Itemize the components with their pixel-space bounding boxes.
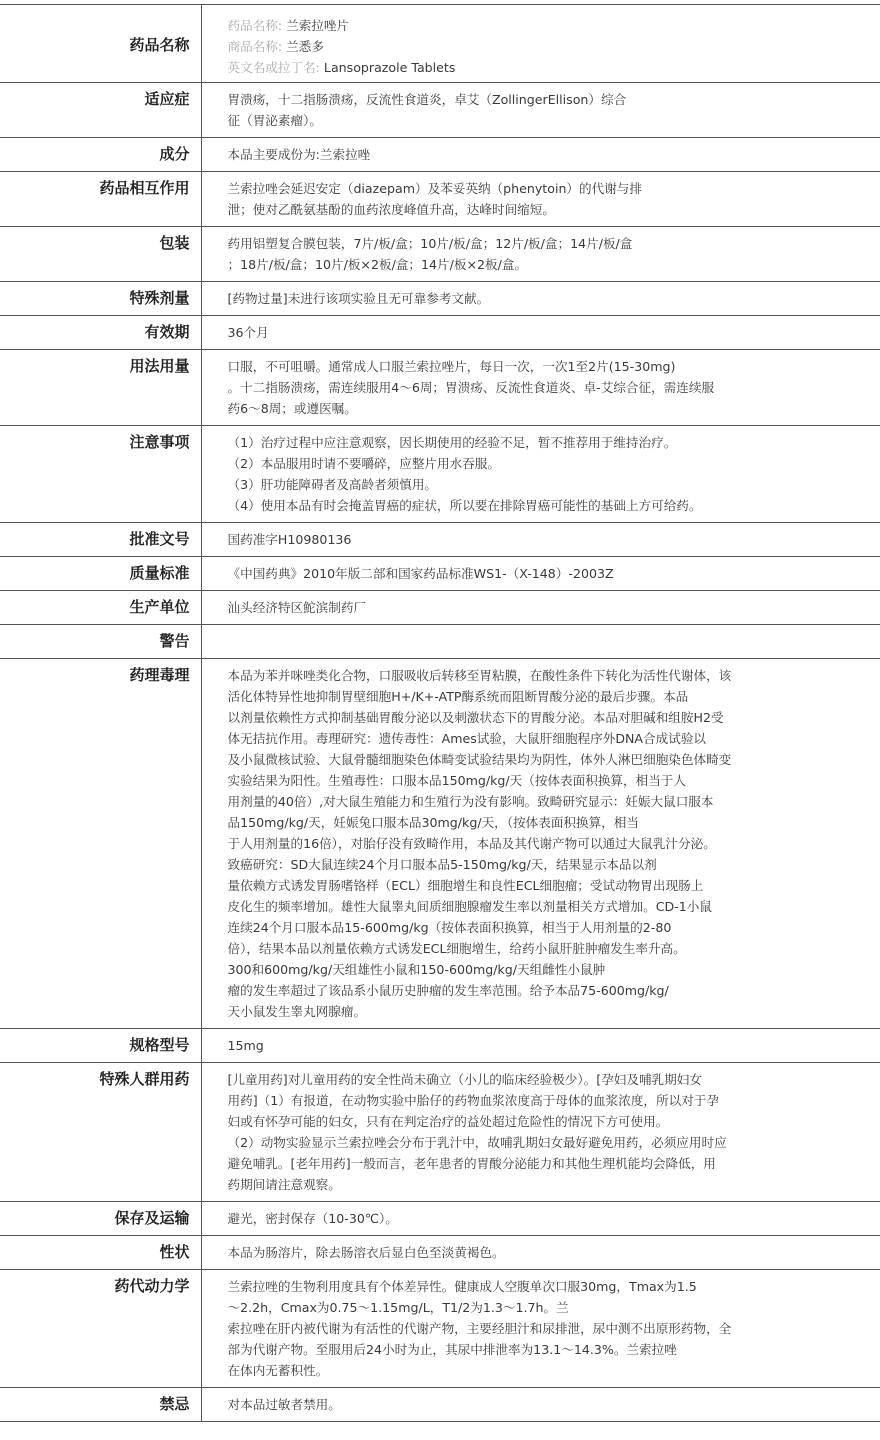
table-row [0, 172, 880, 227]
row-value-line: 300和600mg/kg/天组雄性小鼠和150-600mg/kg/天组雌性小鼠肿 [227, 962, 606, 977]
row-label [0, 227, 201, 282]
row-value [201, 316, 880, 350]
row-label-text: 药代动力学 [114, 1277, 190, 1295]
row-label [0, 316, 201, 350]
row-value-line: 泄；使对乙酰氨基酚的血药浓度峰值升高，达峰时间缩短。 [227, 202, 555, 217]
row-value-line: 妇或有怀孕可能的妇女，只有在判定治疗的益处超过危险性的情况下方可使用。 [227, 1114, 669, 1129]
row-label [0, 426, 201, 523]
table-row [0, 523, 880, 557]
row-label-text: 特殊剂量 [129, 289, 190, 307]
row-value-line: 致癌研究：SD大鼠连续24个月口服本品5-150mg/kg/天，结果显示本品以剂 [227, 857, 657, 872]
table-row [0, 316, 880, 350]
row-value-line: 及小鼠微核试验、大鼠骨髓细胞染色体畸变试验结果均为阴性，体外人淋巴细胞染色体畸变 [227, 752, 732, 767]
row-value-line: 用剂量的40倍）,对大鼠生殖能力和生殖行为没有影响。致畸研究显示：妊娠大鼠口服本 [227, 794, 714, 809]
english-name-label: 英文名或拉丁名: [227, 60, 320, 75]
row-label-text: 性状 [159, 1243, 190, 1261]
row-drug-names [0, 5, 880, 83]
row-label [0, 282, 201, 316]
row-value-line: 于人用剂量的16倍），对胎仔没有致畸作用，本品及其代谢产物可以通过大鼠乳汁分泌。 [227, 836, 716, 851]
row-value [201, 282, 880, 316]
row-value-line: 实验结果为阳性。生殖毒性：口服本品150mg/kg/天（按体表面积换算，相当于人 [227, 773, 686, 788]
row-value-line: 量依赖方式诱发胃肠嗜铬样（ECL）细胞增生和良性ECL细胞瘤；受试动物胃出现肠上 [227, 878, 704, 893]
row-label [0, 350, 201, 426]
row-value-line: （3）肝功能障碍者及高龄者须慎用。 [227, 477, 438, 492]
row-value [201, 591, 880, 625]
row-value-line: 部为代谢产物。至服用后24小时为止，其尿中排泄率为13.1～14.3%。兰索拉唑 [227, 1342, 677, 1357]
table-row [0, 426, 880, 523]
row-value-line: 本品为肠溶片，除去肠溶衣后显白色至淡黄褐色。 [227, 1245, 505, 1260]
row-label-text: 适应症 [144, 90, 190, 108]
table-row [0, 659, 880, 1029]
row-value [201, 523, 880, 557]
row-value [201, 227, 880, 282]
row-value [201, 5, 880, 83]
row-value-line: [儿童用药]对儿童用药的安全性尚未确立（小儿的临床经验极少）。[孕妇及哺乳期妇女 [227, 1072, 702, 1087]
row-value [201, 1029, 880, 1063]
table-row [0, 1202, 880, 1236]
table-row [0, 557, 880, 591]
trade-name-label: 商品名称: [227, 39, 283, 54]
row-value-line: 兰索拉唑的生物利用度具有个体差异性。健康成人空腹单次口服30mg，Tmax为1.5 [227, 1279, 697, 1294]
row-label [0, 625, 201, 659]
row-value-line: ～2.2h，Cmax为0.75～1.15mg/L，T1/2为1.3～1.7h。兰 [227, 1300, 569, 1315]
row-value [201, 83, 880, 138]
row-value-line: （1）治疗过程中应注意观察，因长期使用的经验不足，暂不推荐用于维持治疗。 [227, 435, 677, 450]
table-row [0, 1388, 880, 1422]
row-value-line: 对本品过敏者禁用。 [227, 1397, 341, 1412]
row-value-line: 在体内无蓄积性。 [227, 1363, 329, 1378]
row-label [0, 1236, 201, 1270]
row-label [0, 591, 201, 625]
row-value-line: 本品为苯并咪唑类化合物，口服吸收后转移至胃粘膜，在酸性条件下转化为活性代谢体，该 [227, 668, 732, 683]
table-row [0, 83, 880, 138]
row-value-line: 国药准字H10980136 [227, 532, 352, 547]
row-value-line: （2）动物实验显示兰索拉唑会分布于乳汁中，故哺乳期妇女最好避免用药，必须应用时应 [227, 1135, 727, 1150]
row-value [201, 625, 880, 659]
row-value [201, 1388, 880, 1422]
row-value-line: 汕头经济特区鮀滨制药厂 [227, 600, 367, 615]
row-value-line: 兰索拉唑会延迟安定（diazepam）及苯妥英纳（phenytoin）的代谢与排 [227, 181, 642, 196]
row-value-line: 药6～8周；或遵医嘱。 [227, 401, 357, 416]
row-label-text: 批准文号 [129, 530, 190, 548]
row-label [0, 5, 201, 83]
row-value-line: 本品主要成份为:兰索拉唑 [227, 147, 371, 162]
row-label-text: 用法用量 [129, 357, 190, 375]
row-value-line: 口服，不可咀嚼。通常成人口服兰索拉唑片，每日一次，一次1至2片(15-30mg) [227, 359, 676, 374]
row-label-text: 药理毒理 [129, 666, 190, 684]
generic-name: 兰索拉唑片 [286, 18, 350, 33]
row-value-line: 征（胃泌素瘤）。 [227, 113, 322, 128]
row-value [201, 426, 880, 523]
row-value-line: 体无拮抗作用。毒理研究：遗传毒性：Ames试验，大鼠肝细胞程序外DNA合成试验以 [227, 731, 707, 746]
row-label [0, 1388, 201, 1422]
row-label [0, 138, 201, 172]
row-label-text: 生产单位 [129, 598, 190, 616]
row-label-text: 质量标准 [129, 564, 190, 582]
row-label [0, 83, 201, 138]
row-value-line: 避光，密封保存（10-30℃）。 [227, 1211, 398, 1226]
table-row [0, 282, 880, 316]
row-label [0, 1202, 201, 1236]
row-value-line: 以剂量依赖性方式抑制基础胃酸分泌以及刺激状态下的胃酸分泌。本品对胆碱和组胺H2受 [227, 710, 724, 725]
table-row [0, 1029, 880, 1063]
row-label-text: 警告 [159, 632, 190, 650]
row-value [201, 172, 880, 227]
row-label [0, 1029, 201, 1063]
row-label [0, 523, 201, 557]
row-value-line: 。十二指肠溃疡，需连续服用4～6周；胃溃疡、反流性食道炎、卓-艾综合征，需连续服 [227, 380, 715, 395]
row-value [201, 659, 880, 1029]
row-value-line: 活化体特异性地抑制胃壁细胞H+/K+-ATP酶系统而阻断胃酸分泌的最后步骤。本品 [227, 689, 689, 704]
table-row [0, 1236, 880, 1270]
row-value-line: 药用铝塑复合膜包装，7片/板/盒；10片/板/盒；12片/板/盒；14片/板/盒 [227, 236, 633, 251]
row-label [0, 659, 201, 1029]
row-value [201, 557, 880, 591]
row-label-text: 保存及运输 [114, 1209, 190, 1227]
row-label-text: 特殊人群用药 [99, 1070, 190, 1088]
drug-spec-table [0, 4, 880, 1422]
row-value [201, 1063, 880, 1202]
table-row [0, 138, 880, 172]
row-value [201, 138, 880, 172]
drug-names-label: 药品名称 [129, 36, 190, 54]
row-value-line: 倍），结果本品以剂量依赖方式诱发ECL细胞增生，给药小鼠肝脏肿瘤发生率升高。 [227, 941, 686, 956]
row-value-line: 《中国药典》2010年版二部和国家药品标准WS1-（X-148）-2003Z [227, 566, 614, 581]
row-value-line: 用药]（1）有报道，在动物实验中胎仔的药物血浆浓度高于母体的血浆浓度，所以对于孕 [227, 1093, 719, 1108]
row-value-line: 连续24个月口服本品15-600mg/kg（按体表面积换算，相当于人用剂量的2-80 [227, 920, 672, 935]
row-value-line: 15mg [227, 1038, 264, 1053]
row-label-text: 成分 [159, 145, 190, 163]
row-value-line: 品150mg/kg/天，妊娠兔口服本品30mg/kg/天，（按体表面积换算，相当 [227, 815, 639, 830]
row-value-line: ；18片/板/盒；10片/板×2板/盒；14片/板×2板/盒。 [227, 257, 528, 272]
row-label-text: 药品相互作用 [99, 179, 190, 197]
row-label-text: 注意事项 [129, 433, 190, 451]
row-label [0, 1270, 201, 1388]
row-value [201, 1236, 880, 1270]
row-label-text: 包装 [159, 234, 190, 252]
row-label [0, 557, 201, 591]
row-value-line: 胃溃疡，十二指肠溃疡，反流性食道炎，卓艾（ZollingerEllison）综合 [227, 92, 627, 107]
table-row [0, 1270, 880, 1388]
row-value-line: 瘤的发生率超过了该品系小鼠历史肿瘤的发生率范围。给予本品75-600mg/kg/ [227, 983, 669, 998]
row-value-line: [药物过量]未进行该项实验且无可靠参考文献。 [227, 291, 490, 306]
row-value-line: 36个月 [227, 325, 269, 340]
row-value-line: （2）本品服用时请不要嚼碎，应整片用水吞服。 [227, 456, 500, 471]
row-value-line: 索拉唑在肝内被代谢为有活性的代谢产物，主要经胆汁和尿排泄，尿中测不出原形药物，全 [227, 1321, 732, 1336]
table-row [0, 350, 880, 426]
table-row [0, 1063, 880, 1202]
row-label [0, 1063, 201, 1202]
table-row [0, 591, 880, 625]
row-value [201, 1270, 880, 1388]
row-value-line: 皮化生的频率增加。雄性大鼠睾丸间质细胞腺瘤发生率以剂量相关方式增加。CD-1小鼠 [227, 899, 712, 914]
row-label-text: 禁忌 [159, 1395, 190, 1413]
trade-name: 兰悉多 [286, 39, 324, 54]
row-value-line: 药期间请注意观察。 [227, 1177, 341, 1192]
row-value-line: 天小鼠发生睾丸网腺瘤。 [227, 1004, 367, 1019]
english-name: Lansoprazole Tablets [323, 60, 456, 75]
row-label [0, 172, 201, 227]
row-label-text: 规格型号 [129, 1036, 190, 1054]
row-label-text: 有效期 [144, 323, 190, 341]
row-value-line: （4）使用本品有时会掩盖胃癌的症状，所以要在排除胃癌可能性的基础上方可给药。 [227, 498, 702, 513]
row-value [201, 350, 880, 426]
row-value-line: 避免哺乳。[老年用药]一般而言，老年患者的胃酸分泌能力和其他生理机能均会降低，用 [227, 1156, 716, 1171]
generic-name-label: 药品名称: [227, 18, 283, 33]
table-row [0, 227, 880, 282]
row-value [201, 1202, 880, 1236]
table-row [0, 625, 880, 659]
